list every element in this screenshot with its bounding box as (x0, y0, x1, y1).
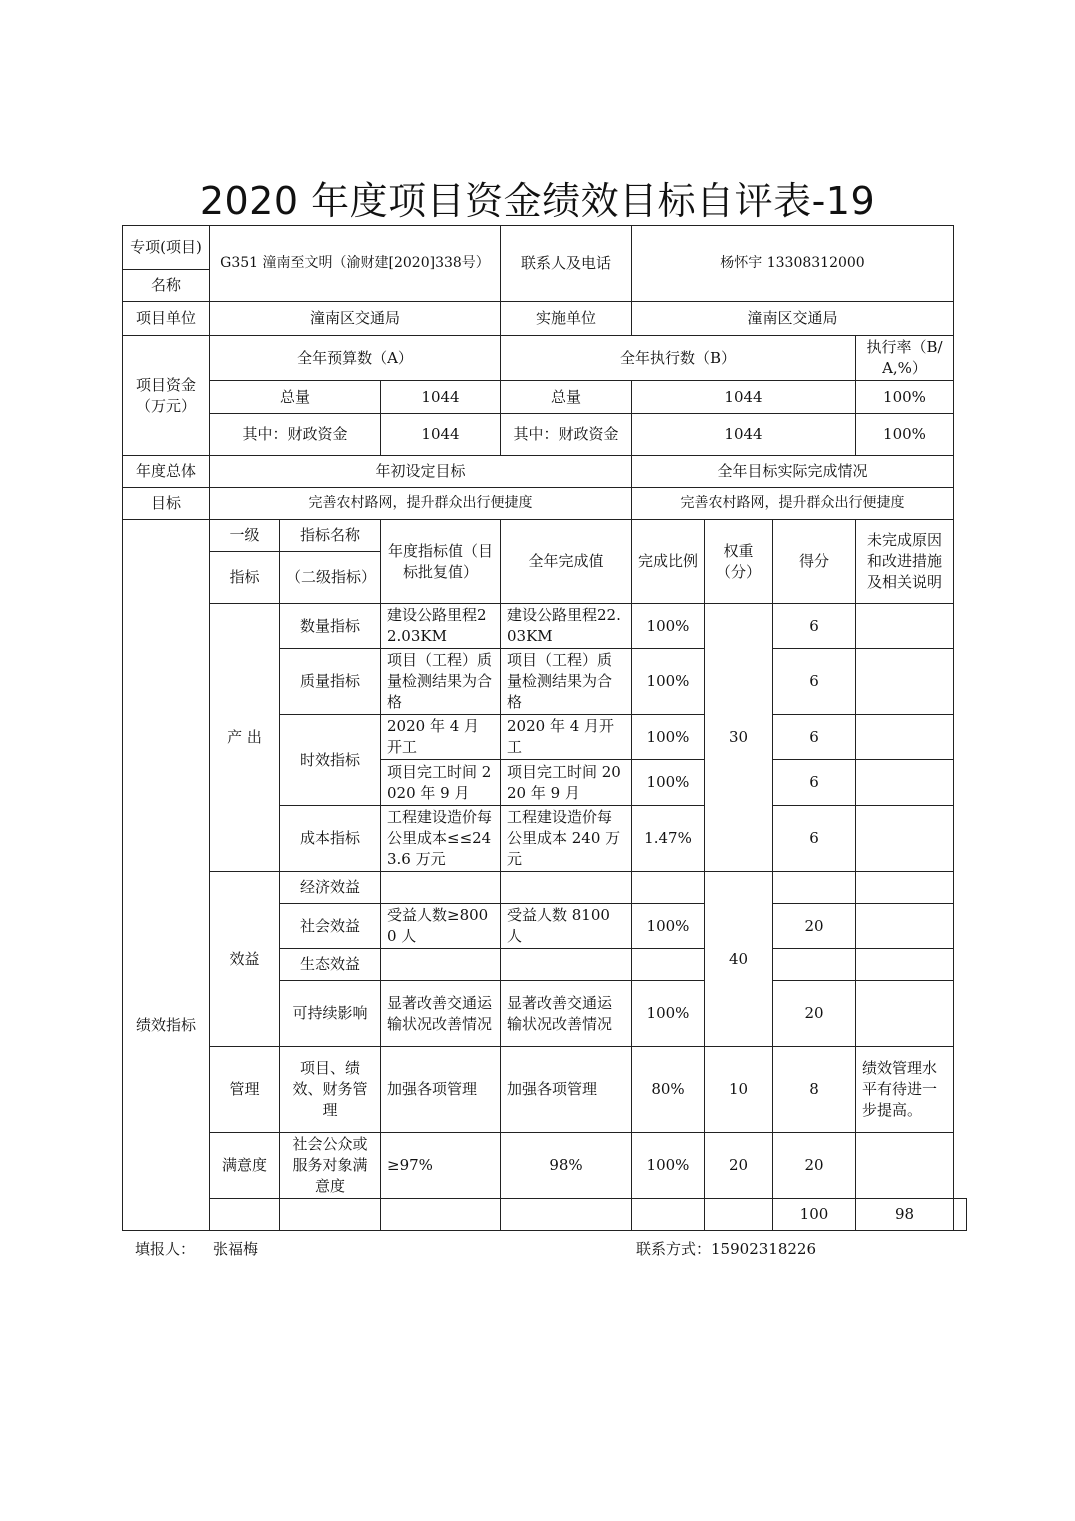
total-row-c3 (501, 1199, 632, 1231)
goal-actual-value: 完善农村路网，提升群众出行便捷度 (632, 488, 954, 520)
total-row-c2 (381, 1199, 501, 1231)
unit-value: 潼南区交通局 (210, 302, 501, 336)
contact-value: 杨怀宇 13308312000 (632, 226, 954, 302)
satis-level1: 满意度 (210, 1133, 280, 1199)
cost-actual: 工程建设造价每公里成本 240 万元 (501, 806, 632, 872)
mgmt-actual: 加强各项管理 (501, 1047, 632, 1133)
mgmt-target: 加强各项管理 (381, 1047, 501, 1133)
col-score: 得分 (773, 520, 856, 604)
impl-value: 潼南区交通局 (632, 302, 954, 336)
time2-ratio: 100% (632, 760, 705, 806)
output-label: 产 出 (210, 604, 280, 872)
qty-actual: 建设公路里程22.03KM (501, 604, 632, 649)
satis-name: 社会公众或服务对象满意度 (280, 1133, 381, 1199)
goal-label-2: 目标 (123, 488, 210, 520)
sustain-name: 可持续影响 (280, 981, 381, 1047)
fiscal-rate: 100% (856, 414, 954, 456)
social-score: 20 (773, 904, 856, 949)
satis-reason (856, 1133, 954, 1199)
sustain-actual: 显著改善交通运输状况改善情况 (501, 981, 632, 1047)
time1-ratio: 100% (632, 715, 705, 760)
satis-actual: 98% (501, 1133, 632, 1199)
econ-name: 经济效益 (280, 872, 381, 904)
quality-score: 6 (773, 649, 856, 715)
benefit-label: 效益 (210, 872, 280, 1047)
footer-filler (135, 1238, 276, 1259)
qty-name: 数量指标 (280, 604, 381, 649)
quality-actual: 项目（工程）质量检测结果为合格 (501, 649, 632, 715)
econ-score (773, 872, 856, 904)
quality-reason (856, 649, 954, 715)
fiscal-label: 其中：财政资金 (210, 414, 381, 456)
eco-score (773, 949, 856, 981)
goal-label: 年度总体 (123, 456, 210, 488)
qty-score: 6 (773, 604, 856, 649)
sustain-reason (856, 981, 954, 1047)
filler-label: 填报人： (135, 1240, 196, 1258)
econ-actual (501, 872, 632, 904)
col-weight: 权重（分） (705, 520, 773, 604)
time1-score: 6 (773, 715, 856, 760)
cost-score: 6 (773, 806, 856, 872)
social-actual: 受益人数 8100 人 (501, 904, 632, 949)
total-label: 总量 (210, 381, 381, 414)
eco-target (381, 949, 501, 981)
project-name-label-2: 名称 (123, 270, 210, 302)
time1-reason (856, 715, 954, 760)
satis-target: ≥97% (381, 1133, 501, 1199)
mgmt-level1: 管理 (210, 1047, 280, 1133)
budget-label: 全年预算数（A） (210, 336, 501, 381)
time1-target: 2020 年 4 月开工 (381, 715, 501, 760)
mgmt-name: 项目、绩效、财务管理 (280, 1047, 381, 1133)
eco-name: 生态效益 (280, 949, 381, 981)
quality-name: 质量指标 (280, 649, 381, 715)
social-reason (856, 904, 954, 949)
quality-target: 项目（工程）质量检测结果为合格 (381, 649, 501, 715)
project-name-label: 专项(项目) (123, 226, 210, 270)
impl-label: 实施单位 (501, 302, 632, 336)
total-exec: 1044 (632, 381, 856, 414)
time1-actual: 2020 年 4 月开工 (501, 715, 632, 760)
total-budget: 1044 (381, 381, 501, 414)
total-exec-label: 总量 (501, 381, 632, 414)
total-row-c5 (705, 1199, 773, 1231)
col-actual: 全年完成值 (501, 520, 632, 604)
cost-name: 成本指标 (280, 806, 381, 872)
unit-label: 项目单位 (123, 302, 210, 336)
goal-set-label: 年初设定目标 (210, 456, 632, 488)
contact-label: 联系人及电话 (501, 226, 632, 302)
time2-reason (856, 760, 954, 806)
econ-target (381, 872, 501, 904)
social-target: 受益人数≥8000 人 (381, 904, 501, 949)
col-ratio: 完成比例 (632, 520, 705, 604)
time2-score: 6 (773, 760, 856, 806)
rate-label: 执行率（B/A,%） (856, 336, 954, 381)
cost-target: 工程建设造价每公里成本≤≤243.6 万元 (381, 806, 501, 872)
satis-score: 20 (773, 1133, 856, 1199)
indicators-section-label: 绩效指标 (123, 520, 210, 1231)
quality-ratio: 100% (632, 649, 705, 715)
funds-label: 项目资金（万元） (123, 336, 210, 456)
econ-reason (856, 872, 954, 904)
qty-reason (856, 604, 954, 649)
total-row-c8 (954, 1199, 967, 1231)
econ-ratio (632, 872, 705, 904)
page-title: 2020 年度项目资金绩效目标自评表-19 (199, 179, 876, 223)
total-weight: 100 (773, 1199, 856, 1231)
eco-actual (501, 949, 632, 981)
fiscal-exec-label: 其中：财政资金 (501, 414, 632, 456)
mgmt-score: 8 (773, 1047, 856, 1133)
footer-contact (636, 1238, 834, 1259)
col-level1-b: 指标 (210, 552, 280, 604)
time2-target: 项目完工时间 2020 年 9 月 (381, 760, 501, 806)
self-evaluation-table (122, 225, 967, 1231)
goal-actual-label: 全年目标实际完成情况 (632, 456, 954, 488)
footer-contact-phone: 15902318226 (711, 1240, 816, 1258)
qty-ratio: 100% (632, 604, 705, 649)
project-name-value: G351 潼南至文明（渝财建[2020]338号） (210, 226, 501, 302)
eco-reason (856, 949, 954, 981)
output-weight: 30 (705, 604, 773, 872)
social-name: 社会效益 (280, 904, 381, 949)
filler-name: 张福梅 (213, 1240, 259, 1258)
goal-set-value: 完善农村路网，提升群众出行便捷度 (210, 488, 632, 520)
col-name-b: （二级指标） (280, 552, 381, 604)
satis-weight: 20 (705, 1133, 773, 1199)
sustain-score: 20 (773, 981, 856, 1047)
benefit-weight: 40 (705, 872, 773, 1047)
fiscal-exec: 1044 (632, 414, 856, 456)
col-name-a: 指标名称 (280, 520, 381, 552)
mgmt-weight: 10 (705, 1047, 773, 1133)
col-level1-a: 一级 (210, 520, 280, 552)
total-row-c0 (210, 1199, 280, 1231)
cost-ratio: 1.47% (632, 806, 705, 872)
sustain-ratio: 100% (632, 981, 705, 1047)
fiscal-budget: 1044 (381, 414, 501, 456)
exec-label: 全年执行数（B） (501, 336, 856, 381)
time-name: 时效指标 (280, 715, 381, 806)
satis-ratio: 100% (632, 1133, 705, 1199)
mgmt-ratio: 80% (632, 1047, 705, 1133)
cost-reason (856, 806, 954, 872)
time2-actual: 项目完工时间 2020 年 9 月 (501, 760, 632, 806)
total-row-c1 (280, 1199, 381, 1231)
social-ratio: 100% (632, 904, 705, 949)
total-rate: 100% (856, 381, 954, 414)
mgmt-reason: 绩效管理水平有待进一步提高。 (856, 1047, 954, 1133)
total-score: 98 (856, 1199, 954, 1231)
footer-contact-label: 联系方式： (636, 1240, 712, 1258)
col-reason: 未完成原因和改进措施及相关说明 (856, 520, 954, 604)
sustain-target: 显著改善交通运输状况改善情况 (381, 981, 501, 1047)
col-target: 年度指标值（目标批复值） (381, 520, 501, 604)
total-row-c4 (632, 1199, 705, 1231)
eco-ratio (632, 949, 705, 981)
qty-target: 建设公路里程22.03KM (381, 604, 501, 649)
